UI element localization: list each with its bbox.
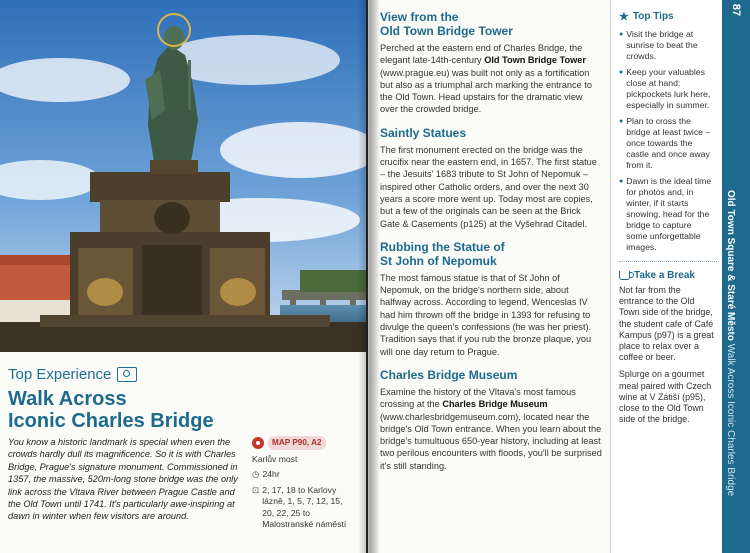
- break-paragraph: Splurge on a gourmet meal paired with Czech wine at V Zátiší (p95), close to the Old Town side of the bridge.: [619, 369, 712, 425]
- bullet-icon: ●: [619, 69, 624, 76]
- title-line-2: Iconic Charles Bridge: [8, 410, 214, 432]
- section-heading: [380, 368, 602, 382]
- tip-item: [619, 176, 715, 253]
- bold-term: Old Town Bridge Tower: [484, 55, 586, 66]
- tip-item: [619, 116, 715, 171]
- map-pin-icon: [252, 437, 264, 449]
- text-part: (www.prague.eu) was built not only as a fortification but also as a triumphal arch marking the entrance to the Old Town. Head upstairs for the dramatic view over the crowded bridge.: [380, 67, 592, 115]
- section-rubbing-statue: [380, 240, 602, 358]
- section-text: The first monument erected on the bridge was the crucifix near the eastern end, in 1657. The first statue – the Jesuits' 1683 tribute to St John of Nepomuk – inspired other Catholic orders, and over the next 30 years a score more went up. Today most are copies, but a few of the originals can be seen at the Brick Gate & Casements (p125) at the Vyšehrad Citadel.: [380, 144, 597, 229]
- heading-line-1: Rubbing the Statue of: [380, 239, 505, 254]
- section-heading: [380, 10, 602, 38]
- top-tips-heading: [619, 10, 721, 23]
- bullet-icon: ●: [619, 178, 624, 185]
- section-text: The most famous statue is that of St John of Nepomuk, on the bridge's northern side, about halfway across. According to legend, Wenceslas IV had him thrown off the bridge in 1393 for refusing to divulge the queen's confessions (he was her priest). Tradition says that if you rub the bronze plaque, you will one day return to Prague.: [380, 272, 592, 357]
- top-tips-title: Top Tips: [632, 11, 674, 22]
- take-a-break-title: Take a Break: [634, 270, 695, 281]
- tram-text: 2, 17, 18 to Karlovy lázně, 1, 5, 7, 12, 15, 20, 22, 25 to Malostranské náměstí: [262, 484, 347, 529]
- coffee-cup-icon: [619, 271, 630, 280]
- tram-icon: ⊡: [252, 484, 260, 495]
- title-line-1: Walk Across: [8, 388, 127, 410]
- section-bridge-museum: [380, 368, 602, 472]
- tip-item: [619, 29, 715, 62]
- bullet-icon: ●: [619, 118, 624, 125]
- page-number: 87: [730, 3, 742, 17]
- chapter-title: [725, 190, 736, 496]
- address-row: [252, 454, 356, 466]
- bold-term: Charles Bridge Museum: [442, 399, 548, 410]
- text-part: Perched at the eastern end of Charles Bridge, the elegant late-14th-century: [380, 43, 583, 66]
- heading-line-1: View from the: [380, 10, 459, 24]
- tip-text: Plan to cross the bridge at least twice – once towards the castle and once away from it.: [626, 116, 711, 170]
- camera-icon: [117, 367, 137, 382]
- address-text: Karlův most: [252, 453, 298, 464]
- tip-item: [619, 67, 715, 111]
- hours-row: [252, 469, 356, 481]
- text-part: (www.charlesbridgemuseum.com), located near the bridge's Old Town entrance. When you learn about the bridge's tumultuous 650-year history, including at least two perilous encounters with floods, you'll be surprised it's still standing.: [380, 411, 602, 471]
- chapter-side-tab: [722, 0, 750, 553]
- break-paragraph: Not far from the entrance to the Old Town side of the bridge, the student cafe of Café Kampus (p97) is a great place to relax over a coffee or beer.: [619, 285, 714, 363]
- map-reference-label: MAP P90, A2: [268, 436, 326, 450]
- section-bridge-tower: [380, 10, 602, 116]
- divider: [619, 261, 717, 262]
- right-page: [368, 0, 750, 553]
- heading-line-1: Saintly Statues: [380, 125, 467, 140]
- star-icon: ★: [619, 11, 629, 23]
- heading-line-2: Old Town Bridge Tower: [380, 24, 513, 38]
- page-title: [8, 388, 238, 432]
- bullet-icon: ●: [619, 31, 624, 38]
- practical-info: [252, 436, 356, 535]
- top-experience-label: [8, 366, 137, 383]
- tram-row: [252, 485, 356, 531]
- main-column: [380, 10, 602, 482]
- section-text: [380, 42, 602, 116]
- tip-text: Keep your valuables close at hand: pickpockets lurk here, especially in summer.: [626, 67, 711, 110]
- book-gutter: [358, 0, 380, 553]
- chapter-name: Old Town Square & Staré Město: [725, 190, 736, 341]
- section-saintly-statues: [380, 126, 602, 230]
- top-experience-text: Top Experience: [8, 366, 112, 383]
- map-reference[interactable]: [252, 436, 356, 450]
- heading-line-2: St John of Nepomuk: [380, 253, 497, 268]
- sidebar: [610, 0, 721, 553]
- text-part: Examine the history of the Vltava's most famous crossing at the: [380, 386, 576, 410]
- clock-icon: ◷: [252, 469, 260, 479]
- left-page: [0, 0, 366, 553]
- take-a-break-heading: [619, 270, 721, 281]
- tip-text: Visit the bridge at sunrise to beat the crowds.: [626, 29, 698, 61]
- section-text: [380, 386, 602, 472]
- section-heading: [380, 126, 602, 140]
- heading-line-1: Charles Bridge Museum: [380, 367, 518, 382]
- tip-text: Dawn is the ideal time for photos and, in winter, if it starts snowing, head for the bridge to capture some unforgettable images.: [626, 176, 712, 252]
- charles-bridge-statue-photo: [0, 0, 366, 352]
- section-heading: [380, 240, 602, 268]
- chapter-subtitle: Walk Across Iconic Charles Bridge: [725, 340, 736, 497]
- hours-text: 24hr: [262, 469, 280, 479]
- intro-paragraph: You know a historic landmark is special when even the crowds hardly dull its magnificence. So it is with Charles Bridge, Prague's signature monument. Commissioned in 1357, the massive, 520m-long stone bridge was the only link across the Vltava River between Prague Castle and the Old Town until 1741. It's particularly awe-inspiring at dawn in winter when few visitors are around.: [8, 437, 238, 522]
